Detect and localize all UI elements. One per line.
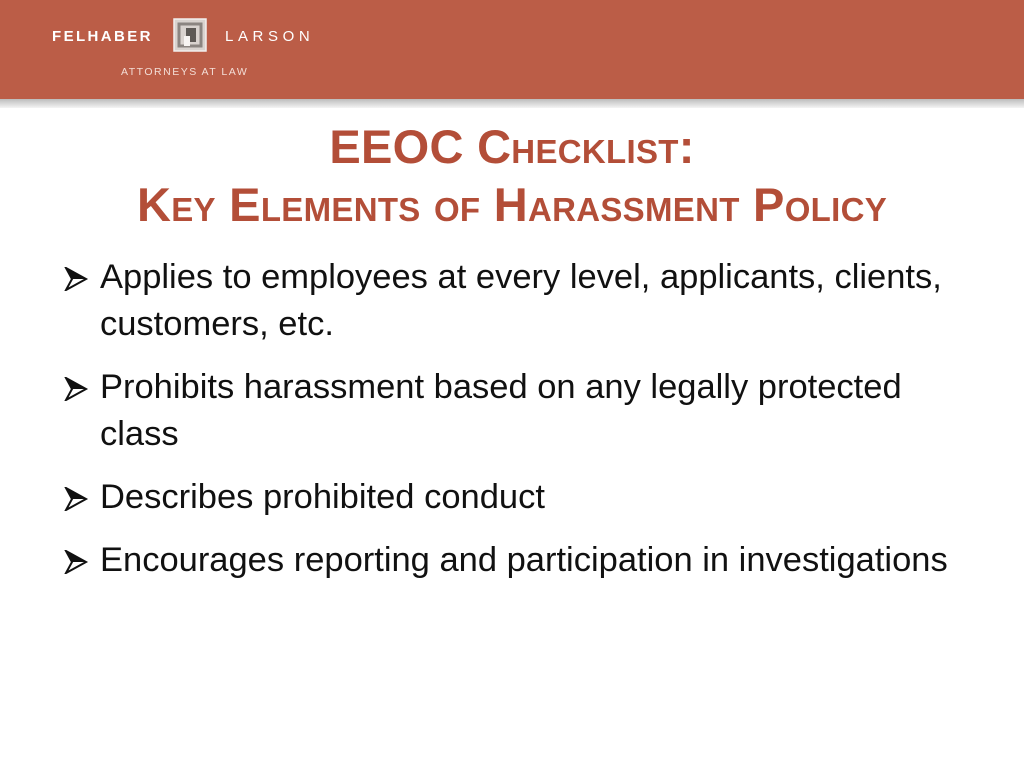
header-band <box>0 0 1024 99</box>
bullet-text: Applies to employees at every level, applicants, clients, customers, etc. <box>100 258 942 343</box>
title-line-2: Key Elements of Harassment Policy <box>136 178 888 231</box>
firm-logo-icon <box>173 18 207 52</box>
title-line-1: EEOC Checklist: <box>329 120 695 173</box>
arrowhead-bullet-icon <box>64 550 90 574</box>
bullet-item <box>62 537 982 584</box>
arrowhead-bullet-icon <box>64 487 90 511</box>
bullet-text: Describes prohibited conduct <box>100 478 545 516</box>
header-divider <box>0 99 1024 108</box>
bullet-item <box>62 254 982 348</box>
logo-tagline: ATTORNEYS AT LAW <box>121 66 249 78</box>
logo-brand-left: FELHABER <box>52 28 153 45</box>
slide-title <box>0 118 1024 234</box>
arrowhead-bullet-icon <box>64 377 90 401</box>
bullet-text: Prohibits harassment based on any legally protected class <box>100 368 902 453</box>
bullet-item <box>62 364 982 458</box>
logo-brand-right: LARSON <box>225 28 315 45</box>
bullet-item <box>62 474 982 521</box>
bullet-list <box>62 254 982 600</box>
arrowhead-bullet-icon <box>64 267 90 291</box>
bullet-text: Encourages reporting and participation in investigations <box>100 541 948 579</box>
